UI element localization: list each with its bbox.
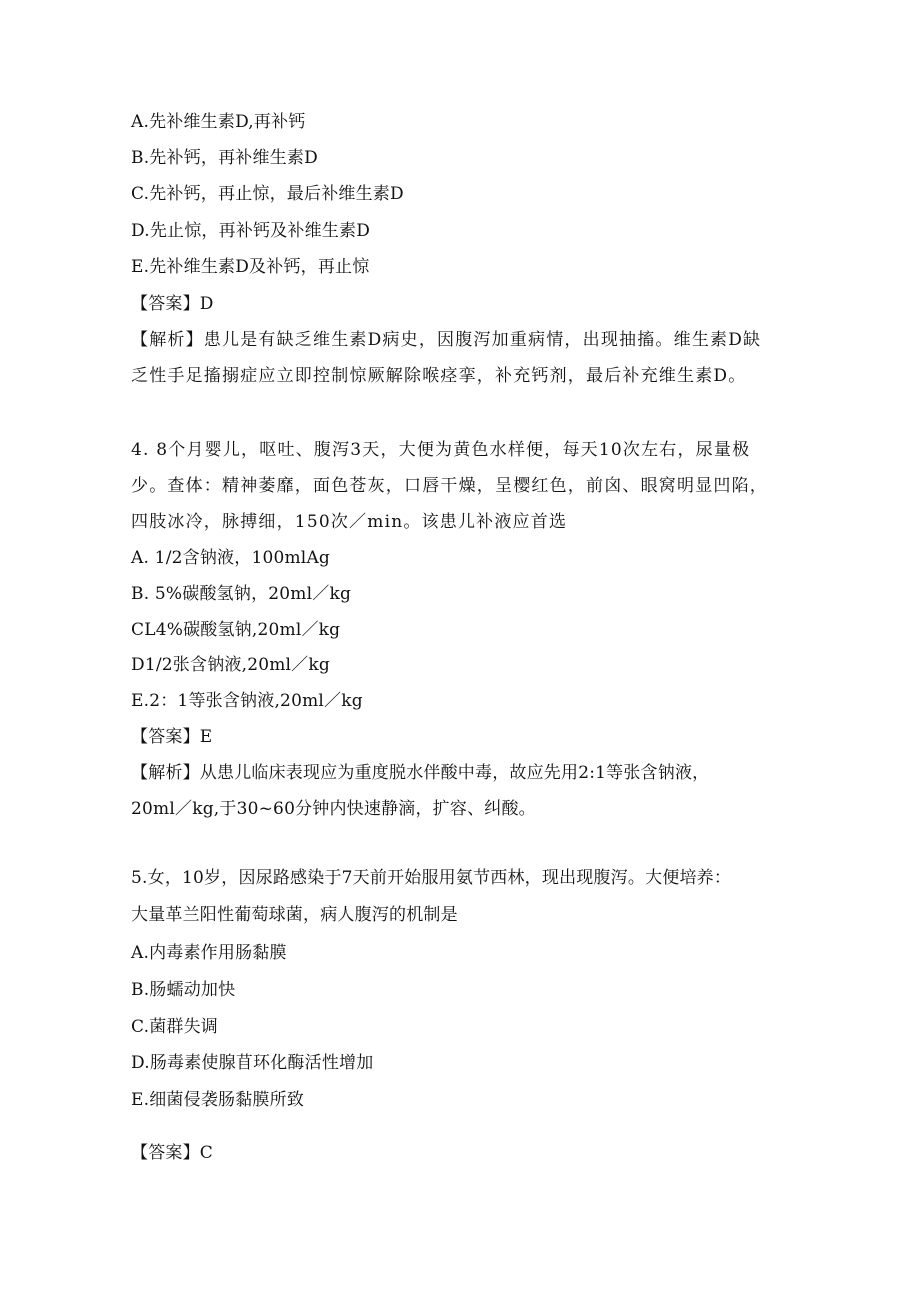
q3-analysis-line-1: 【解析】患儿是有缺乏维生素D病史，因腹泻加重病情，出现抽搐。维生素D缺 (131, 330, 762, 350)
q4-option-b: B. 5%碳酸氢钠，20ml／kg (131, 584, 352, 604)
q4-analysis-line-2: 20ml／kg,于30~60分钟内快速静滴，扩容、纠酸。 (131, 799, 536, 819)
q4-stem-line-3: 四肢冰冷，脉搏细，150次／min。该患儿补液应首选 (131, 512, 568, 532)
q5-option-a: A.内毒素作用肠黏膜 (131, 943, 287, 963)
q4-stem-line-1: 4. 8个月婴儿，呕吐、腹泻3天，大便为黄色水样便，每天10次左右，尿量极 (131, 440, 751, 460)
q3-analysis-line-2: 乏性手足搐搦症应立即控制惊厥解除喉痉挛，补充钙剂，最后补充维生素D。 (131, 366, 747, 386)
q3-option-d: D.先止惊，再补钙及补维生素D (131, 221, 371, 241)
q5-option-d: D.肠毒素使腺苜环化酶活性增加 (131, 1053, 374, 1073)
q3-option-a: A.先补维生素D,再补钙 (131, 112, 306, 132)
q4-answer: 【答案】E (131, 727, 213, 747)
q3-option-b: B.先补钙，再补维生素D (131, 148, 318, 168)
q4-analysis-line-1: 【解析】从患儿临床表现应为重度脱水伴酸中毒，故应先用2:1等张含钠液， (131, 763, 710, 783)
q3-option-c: C.先补钙，再止惊，最后补维生素D (131, 184, 404, 204)
q5-option-c: C.菌群失调 (131, 1017, 219, 1037)
q5-option-b: B.肠蠕动加快 (131, 980, 236, 1000)
q4-option-e: E.2：1等张含钠液,20ml／kg (131, 691, 363, 711)
q3-answer: 【答案】D (131, 294, 214, 314)
q5-stem-line-2: 大量革兰阳性葡萄球菌，病人腹泻的机制是 (131, 905, 458, 925)
q5-answer: 【答案】C (131, 1143, 214, 1163)
q4-stem-line-2: 少。查体：精神萎靡，面色苍灰，口唇干燥，呈樱红色，前囟、眼窝明显凹陷， (131, 476, 768, 496)
q3-option-e: E.先补维生素D及补钙，再止惊 (131, 257, 370, 277)
q5-stem-line-1: 5.女，10岁，因尿路感染于7天前开始服用氨节西林，现出现腹泻。大便培养： (131, 868, 732, 888)
q5-option-e: E.细菌侵袭肠黏膜所致 (131, 1090, 305, 1110)
q4-option-c: CL4%碳酸氢钠,20ml／kg (131, 620, 341, 640)
q4-option-d: D1/2张含钠液,20ml／kg (131, 655, 330, 675)
q4-option-a: A. 1/2含钠液，100mlAg (131, 548, 331, 568)
